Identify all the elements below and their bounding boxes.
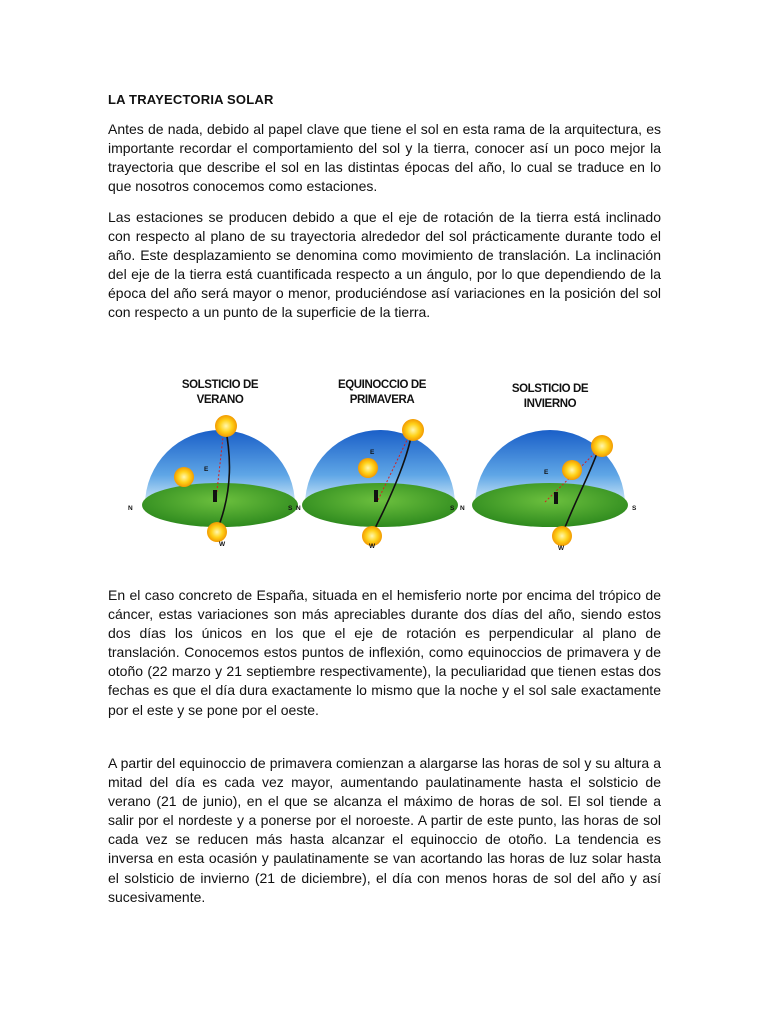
west-label: W [219, 541, 226, 548]
panel-title-line1: EQUINOCCIO DE [337, 379, 427, 391]
sun-icon [358, 458, 378, 478]
west-label: W [558, 545, 565, 552]
section-heading: LA TRAYECTORIA SOLAR [108, 92, 274, 107]
ground-plane [302, 483, 458, 527]
panel-title-line2: VERANO [196, 394, 244, 406]
panel-title-line1: SOLSTICIO DE [511, 383, 589, 395]
paragraph-4: A partir del equinoccio de primavera comienzan a alargarse las horas de sol y su altura a mitad del día es cada vez mayor, aumentando paulatinamente hasta el solsticio de verano (21 de junio), en el que se alcanza el máximo de horas de sol. El sol tiende a salir por el nordeste y a ponerse por el noroeste. A partir de este punto, las horas de sol cada vez se reducen más hasta alcanzar el equinoccio de otoño. La tendencia es inversa en esta ocasión y paulatinamente se van acortando las horas de luz solar hasta el solsticio de invierno (21 de diciembre), el día con menos horas de sol del año y así sucesivamente. [108, 755, 661, 905]
panel-summer-solstice [128, 379, 298, 548]
north-label: N [296, 505, 301, 512]
east-label: E [204, 466, 209, 473]
paragraph-3: En el caso concreto de España, situada en el hemisferio norte por encima del trópico de cáncer, estas variaciones son más apreciables durante dos días del año, siendo estos dos días los únicos en los que el eje de rotación es perpendicular al plano de translación. Conocemos estos puntos de inflexión, como equinoccios de primavera y de otoño (22 marzo y 21 septiembre respectivamente), la peculiaridad que tienen estas dos fechas es que el día dura exactamente lo mismo que la noche y el sol sale exactamente por el este y se pone por el oeste. [108, 587, 661, 718]
observer-icon [213, 490, 217, 502]
solar-path-illustration [120, 370, 650, 570]
panel-title-line2: PRIMAVERA [349, 394, 415, 406]
sun-icon [174, 467, 194, 487]
east-label: E [370, 449, 375, 456]
ground-plane [472, 483, 628, 527]
south-label: S [288, 505, 293, 512]
east-label: E [544, 469, 549, 476]
sun-icon [215, 415, 237, 437]
north-label: N [128, 505, 133, 512]
observer-icon [554, 492, 558, 504]
sun-icon [552, 526, 572, 546]
solar-path-figure [120, 370, 650, 570]
observer-icon [374, 490, 378, 502]
sun-icon [591, 435, 613, 457]
panel-title-line2: INVIERNO [523, 398, 577, 410]
south-label: S [632, 505, 637, 512]
paragraph-1: Antes de nada, debido al papel clave que tiene el sol en esta rama de la arquitectura, es importante recordar el comportamiento del sol y la tierra, conocer así un poco mejor la trayectoria que describe el sol en las distintas épocas del año, lo cual se traduce en lo que nosotros conocemos como estaciones. [108, 121, 661, 195]
west-label: W [369, 543, 376, 550]
sun-icon [207, 522, 227, 542]
sun-icon [402, 419, 424, 441]
panel-winter-solstice [460, 383, 637, 552]
panel-spring-equinox [296, 379, 458, 550]
north-label: N [460, 505, 465, 512]
sun-icon [562, 460, 582, 480]
paragraph-2: Las estaciones se producen debido a que el eje de rotación de la tierra está inclinado con respecto al plano de su trayectoria alrededor del sol prácticamente durante todo el año. Este desplazamiento se denomina como movimiento de translación. La inclinación del eje de la tierra está cuantificada respecto a un ángulo, por lo que dependiendo de la época del año será mayor o menor, produciéndose así variaciones en la posición del sol con respecto a un punto de la superficie de la tierra. [108, 209, 661, 321]
south-label: S [450, 505, 455, 512]
panel-title-line1: SOLSTICIO DE [181, 379, 259, 391]
